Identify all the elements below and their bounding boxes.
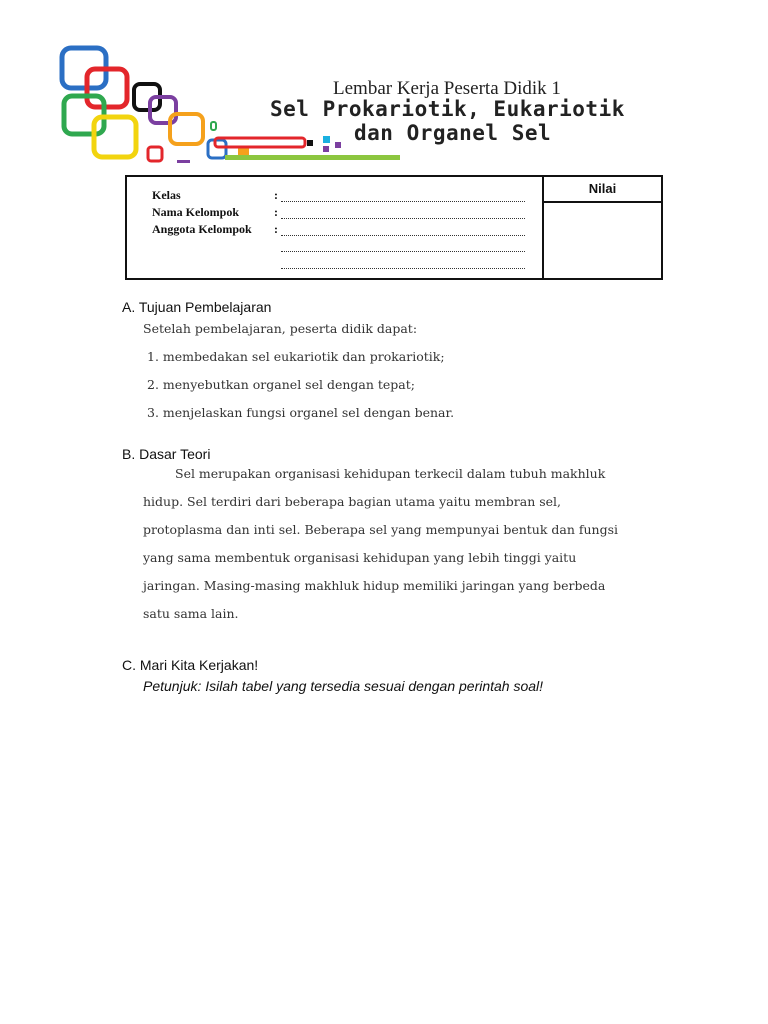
worksheet-title-line1: Sel Prokariotik, Eukariotik: [270, 97, 625, 121]
class-label: Kelas: [152, 188, 181, 202]
section-b-heading: B. Dasar Teori: [122, 446, 211, 462]
objective-item-1: 1. membedakan sel eukariotik dan prokariotik;: [147, 349, 445, 364]
worksheet-subtitle: Lembar Kerja Peserta Didik 1: [333, 78, 561, 99]
score-header: Nilai: [544, 177, 661, 203]
objective-item-2: 2. menyebutkan organel sel dengan tepat;: [147, 377, 415, 392]
theory-line-4: yang sama membentuk organisasi kehidupan yang lebih tinggi yaitu: [143, 550, 577, 565]
group-name-colon: :: [274, 205, 278, 219]
objective-item-3: 3. menjelaskan fungsi organel sel dengan benar.: [147, 405, 455, 420]
section-a-intro: Setelah pembelajaran, peserta didik dapat:: [143, 321, 418, 336]
class-colon: :: [274, 188, 278, 202]
theory-line-5: jaringan. Masing-masing makhluk hidup memiliki jaringan yang berbeda: [143, 578, 606, 593]
worksheet-title-line2: dan Organel Sel: [354, 121, 552, 145]
section-c-heading: C. Mari Kita Kerjakan!: [122, 657, 259, 673]
group-members-field-2[interactable]: [281, 250, 525, 252]
identity-box: [125, 175, 663, 280]
identity-fields: [127, 177, 542, 278]
theory-line-6: satu sama lain.: [143, 606, 239, 621]
group-members-field-1[interactable]: [281, 234, 525, 236]
instruction-text: Petunjuk: Isilah tabel yang tersedia sesuai dengan perintah soal!: [143, 678, 544, 694]
class-field[interactable]: [281, 200, 525, 202]
group-name-label: Nama Kelompok: [152, 205, 239, 219]
group-members-label: Anggota Kelompok: [152, 222, 252, 236]
group-name-field[interactable]: [281, 217, 525, 219]
theory-line-3: protoplasma dan inti sel. Beberapa sel yang mempunyai bentuk dan fungsi: [143, 522, 619, 537]
theory-line-1: Sel merupakan organisasi kehidupan terkecil dalam tubuh makhluk: [175, 466, 606, 481]
group-members-colon: :: [274, 222, 278, 236]
theory-line-2: hidup. Sel terdiri dari beberapa bagian utama yaitu membran sel,: [143, 494, 562, 509]
section-a-heading: A. Tujuan Pembelajaran: [122, 299, 272, 315]
group-members-field-3[interactable]: [281, 267, 525, 269]
